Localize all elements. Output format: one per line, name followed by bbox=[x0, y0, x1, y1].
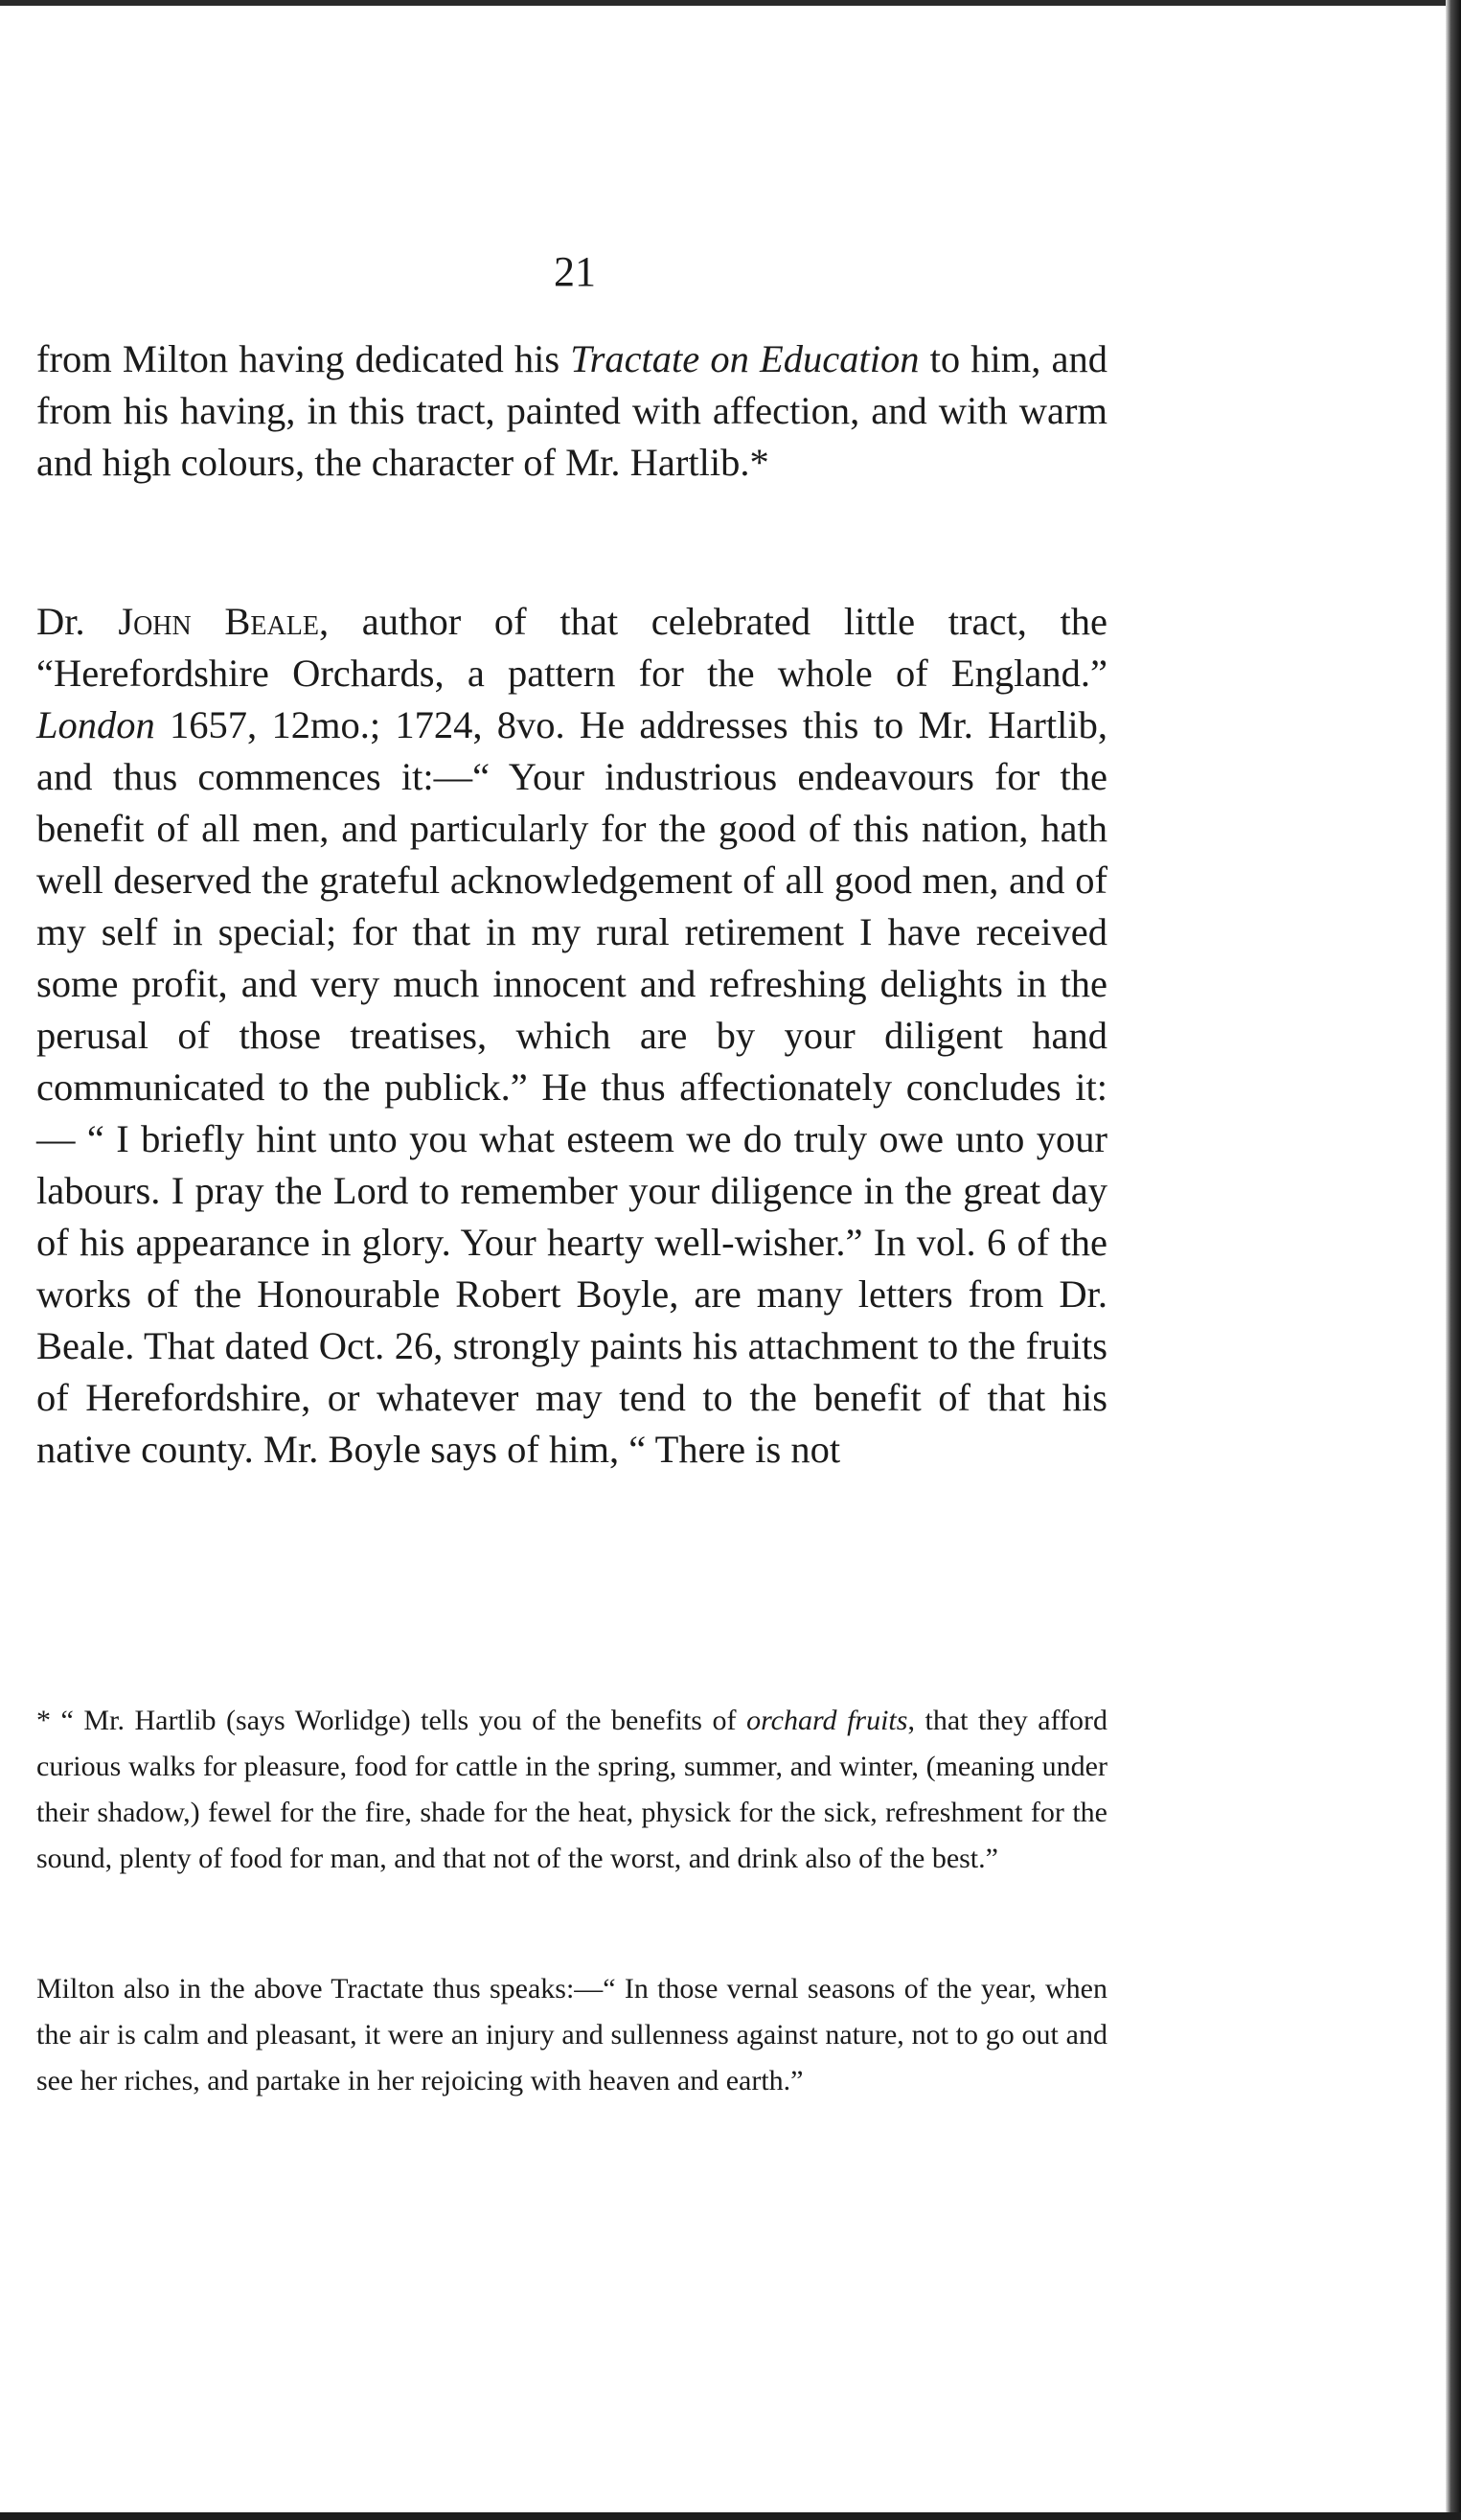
text-run: , author of that celebrated little tract, the “Herefordshire Orchards, a pattern for the whole of England.” bbox=[36, 600, 1107, 695]
footnote-milton bbox=[36, 1966, 1107, 2104]
footnote-text: Milton also in the above Tractate thus speaks:—“ In those vernal seasons of the year, when the air is calm and pleasant, it were an injury and sullenness against nature, not to go out and see her riches, and partake in her rejoicing with heaven and earth.” bbox=[36, 1973, 1107, 2096]
scan-top-edge bbox=[0, 0, 1461, 6]
text-run: to him, and from his having, in this tract, painted with affection, and with warm and high colours, the character of Mr. Hartlib.* bbox=[36, 337, 1107, 484]
scan-bottom-edge bbox=[0, 2512, 1461, 2520]
paragraph-text bbox=[36, 333, 1107, 489]
paragraph-milton bbox=[36, 333, 1107, 489]
paragraph-beale bbox=[36, 596, 1107, 1476]
text-run: * “ Mr. Hartlib (says Worlidge) tells you of the benefits of bbox=[36, 1705, 747, 1736]
text-run: from Milton having dedicated his bbox=[36, 337, 571, 380]
footnote-worlidge bbox=[36, 1698, 1107, 1882]
italic-title: Tractate on Education bbox=[570, 337, 920, 380]
paragraph-text bbox=[36, 596, 1107, 1476]
italic-place: London bbox=[36, 703, 155, 746]
footnote-text bbox=[36, 1698, 1107, 1882]
italic-phrase: orchard fruits bbox=[746, 1705, 908, 1736]
smallcaps-name: John Beale bbox=[118, 600, 319, 643]
text-run: 1657, 12mo.; 1724, 8vo. He addresses this to Mr. Hartlib, and thus commences it:—“ Your industrious endeavours for the benefit of all men, and particularly for the good of this nation, hath well deserved the grateful acknowledgement of all good men, and of my self in special; for that in my rural retirement I have received some profit, and very much innocent and refreshing delights in the perusal of those treatises, which are by your diligent hand communicated to the publick.” He thus affectionately concludes it:— “ I briefly hint unto you what esteem we do truly owe unto your labours. I pray the Lord to remember your diligence in the great day of his appearance in glory. Your hearty well-wisher.” In vol. 6 of the works of the Honourable Robert Boyle, are many letters from Dr. Beale. That dated Oct. 26, strongly paints his attachment to the fruits of Herefordshire, or whatever may tend to the benefit of that his native county. Mr. Boyle says of him, “ There is not bbox=[36, 703, 1107, 1471]
text-run: , that they afford curious walks for pleasure, food for cattle in the spring, summer, and winter, (meaning under their shadow,) fewel for the fire, shade for the heat, physick for the sick, refreshment for the sound, plenty of food for man, and that not of the worst, and drink also of the best.” bbox=[36, 1705, 1107, 1874]
page-number: 21 bbox=[554, 248, 596, 295]
scan-right-edge bbox=[1446, 0, 1461, 2520]
text-run: Dr. bbox=[36, 600, 119, 643]
